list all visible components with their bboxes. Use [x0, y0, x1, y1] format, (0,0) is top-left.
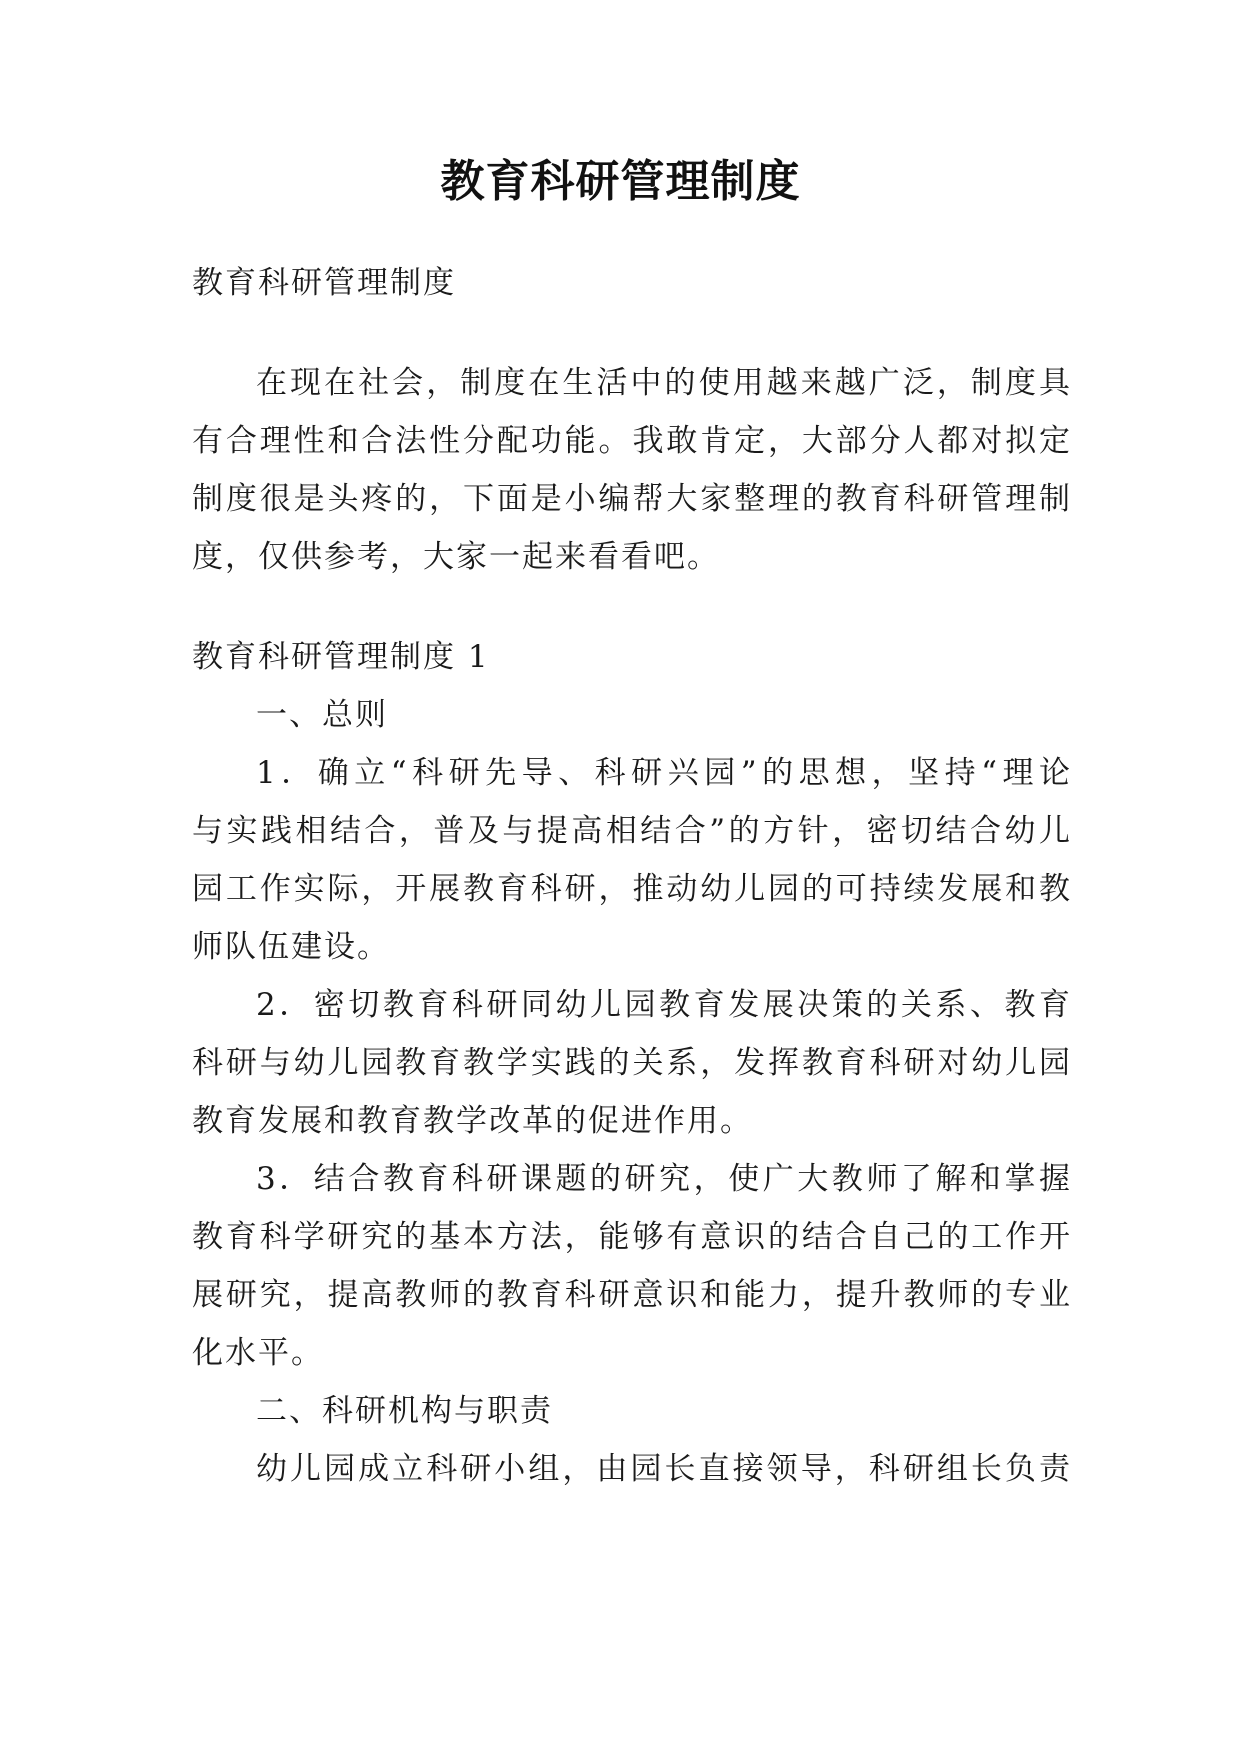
intro-line: 度，仅供参考，大家一起来看看吧。 — [192, 539, 720, 575]
intro-line: 在现在社会，制度在生活中的使用越来越广泛，制度具 — [256, 365, 1072, 401]
item2-line: 科研与幼儿园教育教学实践的关系，发挥教育科研对幼儿园 — [192, 1045, 1072, 1081]
part-heading: 二、科研机构与职责 — [256, 1393, 553, 1429]
intro-line: 有合理性和合法性分配功能。我敢肯定，大部分人都对拟定 — [192, 423, 1072, 459]
section-heading: 教育科研管理制度 1 — [192, 639, 490, 675]
part-heading: 一、总则 — [256, 697, 388, 733]
document-title: 教育科研管理制度 — [440, 156, 801, 207]
item3-line: 展研究，提高教师的教育科研意识和能力，提升教师的专业 — [192, 1277, 1072, 1313]
item2-line: 2．密切教育科研同幼儿园教育发展决策的关系、教育 — [256, 987, 1072, 1023]
item1-line: 师队伍建设。 — [192, 929, 390, 965]
item3-line: 3．结合教育科研课题的研究，使广大教师了解和掌握 — [256, 1161, 1072, 1197]
subtitle: 教育科研管理制度 — [192, 265, 456, 301]
item3-line: 教育科学研究的基本方法，能够有意识的结合自己的工作开 — [192, 1219, 1072, 1255]
item2-line: 教育发展和教育教学改革的促进作用。 — [192, 1103, 753, 1139]
part2-line: 幼儿园成立科研小组，由园长直接领导，科研组长负责 — [256, 1451, 1072, 1487]
item1-line: 1．确立“科研先导、科研兴园”的思想，坚持“理论 — [256, 755, 1072, 791]
item1-line: 园工作实际，开展教育科研，推动幼儿园的可持续发展和教 — [192, 871, 1072, 907]
intro-line: 制度很是头疼的，下面是小编帮大家整理的教育科研管理制 — [192, 481, 1072, 517]
item1-line: 与实践相结合，普及与提高相结合”的方针，密切结合幼儿 — [192, 813, 1072, 849]
item3-line: 化水平。 — [192, 1335, 324, 1371]
